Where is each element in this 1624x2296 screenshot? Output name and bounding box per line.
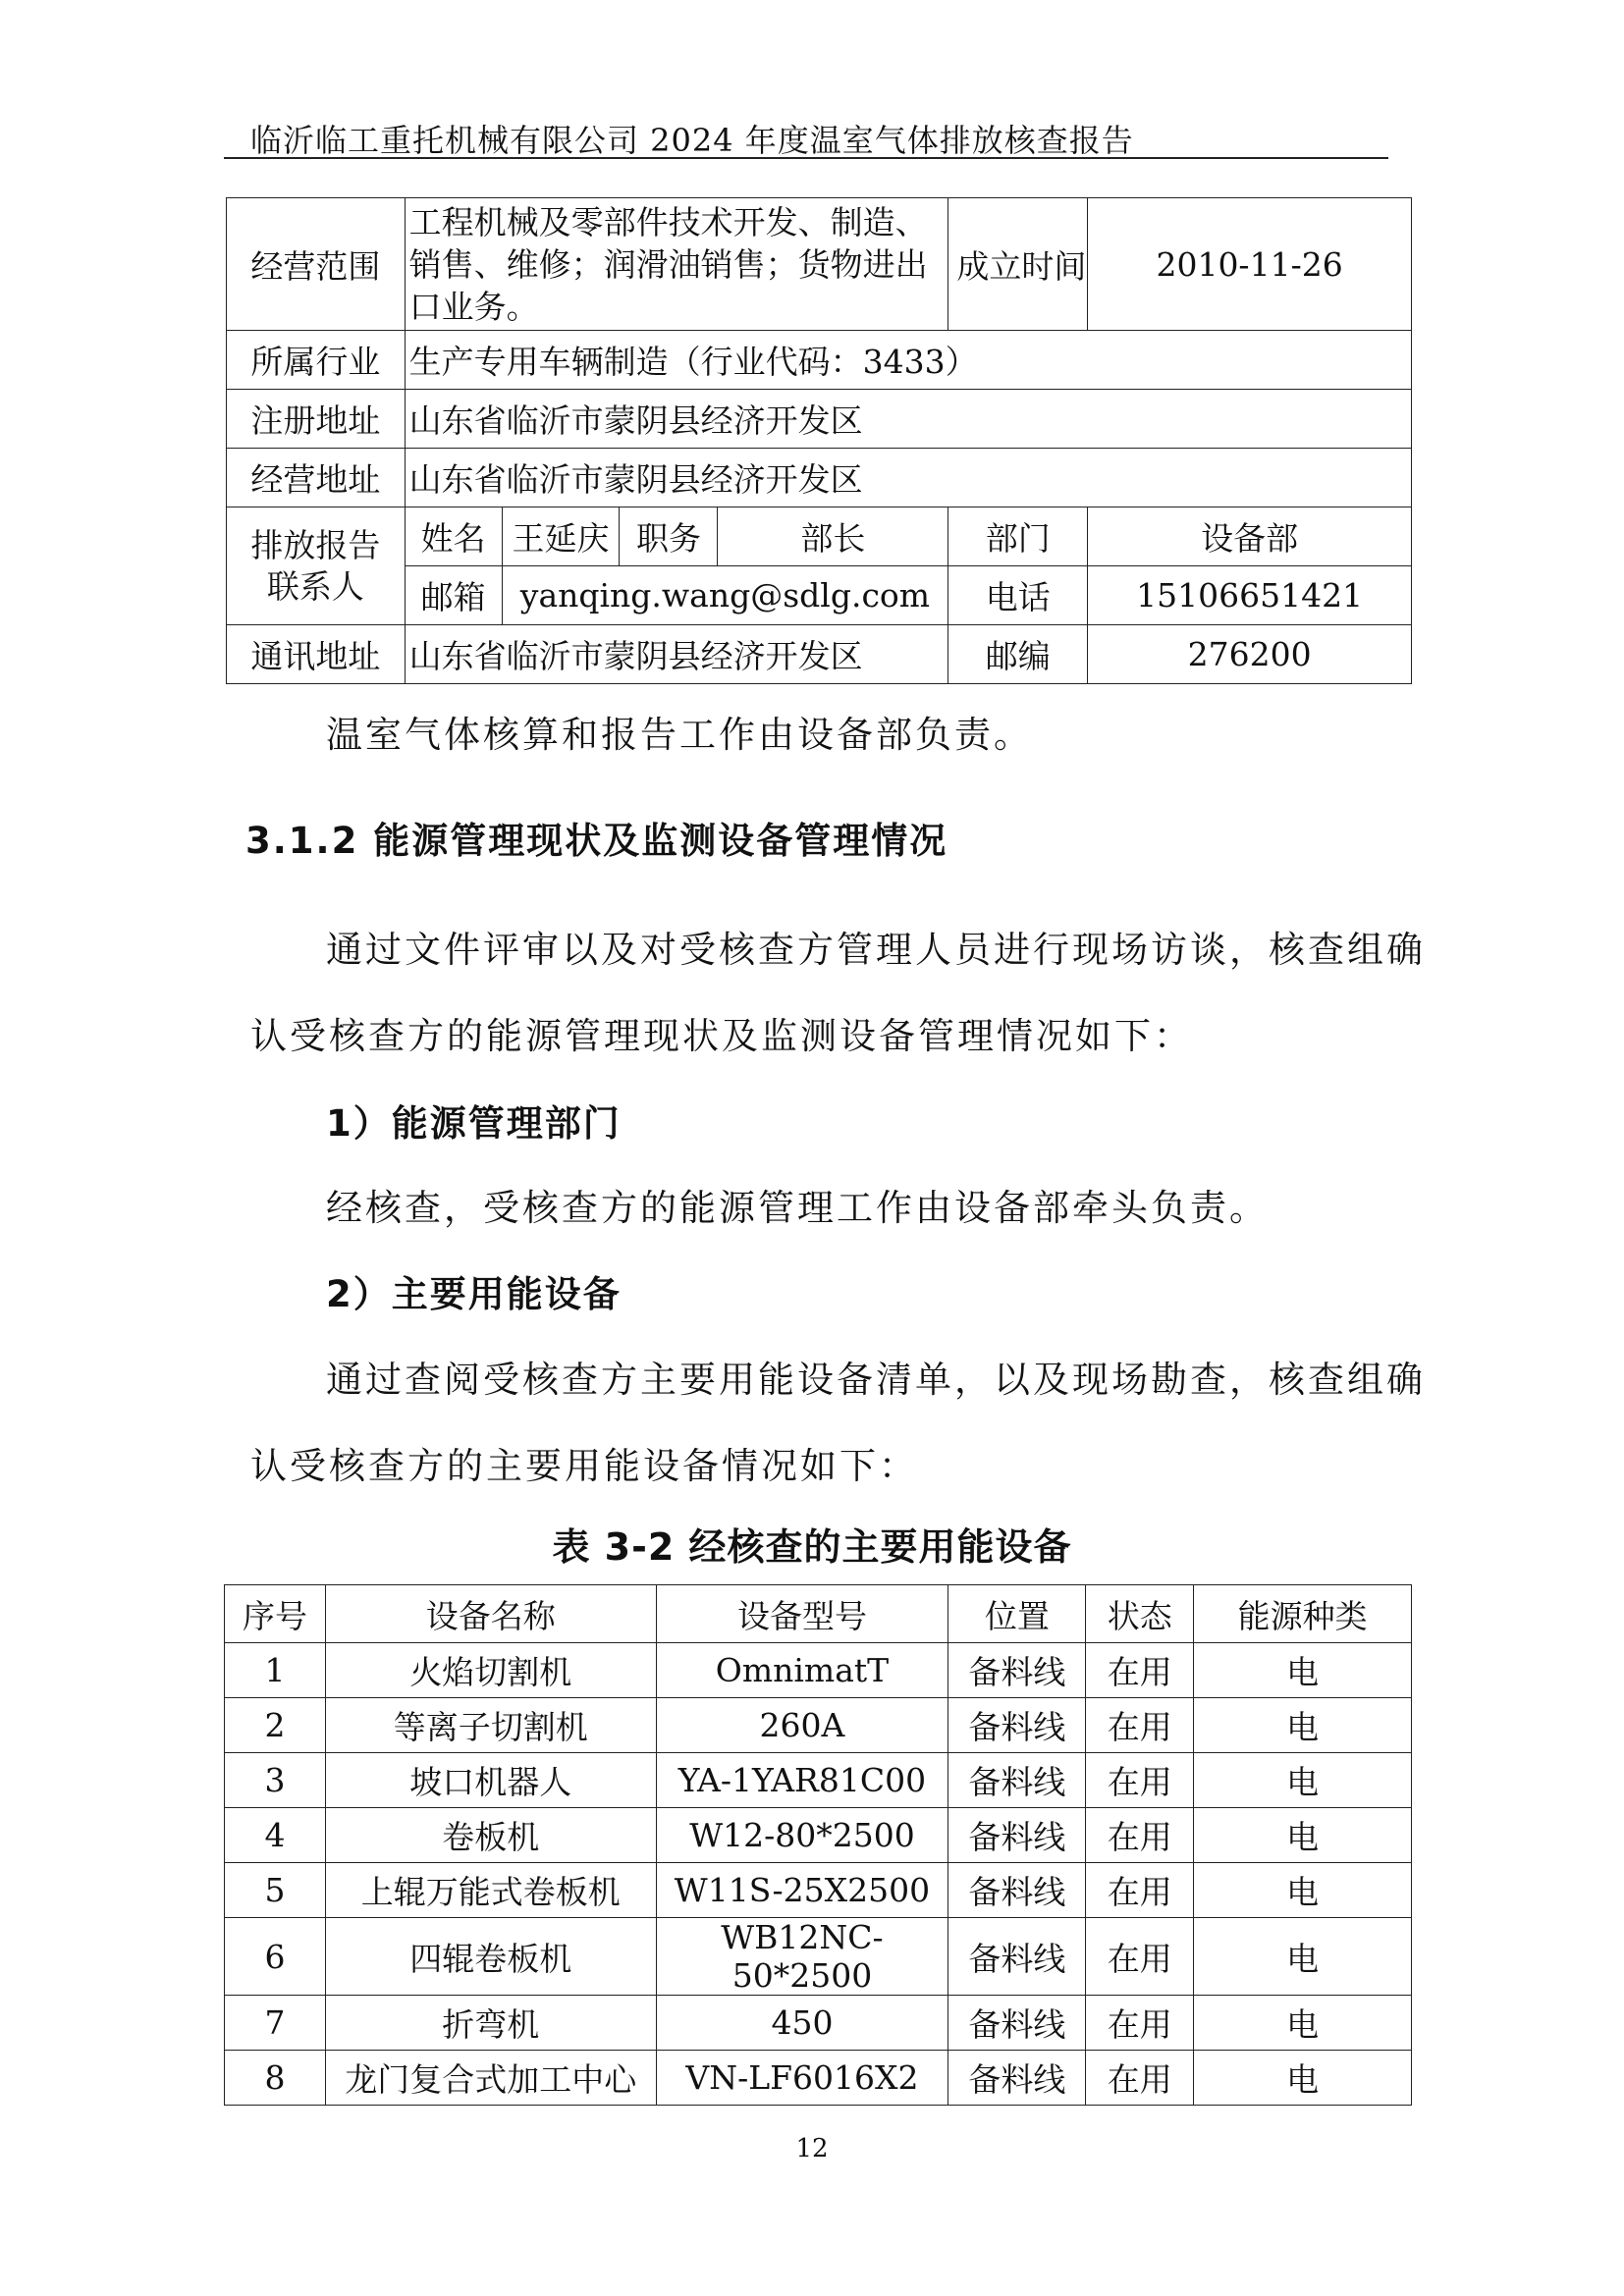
cell-name: 卷板机 [325,1808,656,1863]
cell-status: 在用 [1086,1996,1194,2051]
cell-model: YA-1YAR81C00 [656,1753,948,1808]
department-value: 设备部 [1088,507,1412,566]
paragraph-energy-dept: 经核查，受核查方的能源管理工作由设备部牵头负责。 [326,1187,1269,1229]
page-number: 12 [795,2134,829,2163]
name-value: 王延庆 [502,507,620,566]
paragraph-equipment-line2: 认受核查方的主要用能设备情况如下： [250,1445,918,1487]
cell-name: 等离子切割机 [325,1698,656,1753]
company-info-table [226,197,1412,684]
cell-index: 5 [225,1863,326,1918]
name-label: 姓名 [405,507,502,566]
phone-label: 电话 [948,566,1088,625]
cell-location: 备料线 [948,2051,1086,2106]
cell-index: 4 [225,1808,326,1863]
cell-index: 3 [225,1753,326,1808]
paragraph-responsibility: 温室气体核算和报告工作由设备部负责。 [326,714,1033,756]
scope-value [405,198,948,331]
header-divider [224,157,1388,159]
cell-model: WB12NC-50*2500 [656,1918,948,1996]
cell-index: 6 [225,1918,326,1996]
cell-energy: 电 [1194,1698,1412,1753]
cell-model: W12-80*2500 [656,1808,948,1863]
cell-location: 备料线 [948,1996,1086,2051]
cell-location: 备料线 [948,1753,1086,1808]
contact-label-line: 联系人 [266,566,364,606]
table-header-row [225,1585,1412,1643]
header-cell-name: 设备名称 [325,1585,656,1643]
table-row [225,1996,1412,2051]
postcode-label: 邮编 [948,625,1088,684]
email-value: yanqing.wang@sdlg.com [502,566,948,625]
cell-status: 在用 [1086,1863,1194,1918]
founded-value: 2010-11-26 [1088,198,1412,331]
scope-label: 经营范围 [227,198,406,331]
cell-energy: 电 [1194,1643,1412,1698]
cell-energy: 电 [1194,1808,1412,1863]
cell-model: 450 [656,1996,948,2051]
equipment-table [224,1584,1412,2106]
cell-index: 2 [225,1698,326,1753]
postcode-value: 276200 [1088,625,1412,684]
cell-energy: 电 [1194,1996,1412,2051]
table-row [225,1643,1412,1698]
cell-model: OmnimatT [656,1643,948,1698]
contact-label-line: 排放报告 [250,525,381,564]
table-row [225,2051,1412,2106]
cell-status: 在用 [1086,1698,1194,1753]
table-row [225,1753,1412,1808]
cell-name: 四辊卷板机 [325,1918,656,1996]
subheading-main-equipment: 2）主要用能设备 [326,1273,622,1315]
scope-line: 工程机械及零部件技术开发、制造、 [408,202,928,241]
cell-location: 备料线 [948,1863,1086,1918]
mailing-address-label: 通讯地址 [227,625,406,684]
table-row [225,1698,1412,1753]
cell-model: 260A [656,1698,948,1753]
header-cell-energy: 能源种类 [1194,1585,1412,1643]
cell-status: 在用 [1086,1808,1194,1863]
cell-energy: 电 [1194,1863,1412,1918]
table-row [225,1918,1412,1996]
registered-address-value: 山东省临沂市蒙阴县经济开发区 [405,390,1411,449]
cell-location: 备料线 [948,1643,1086,1698]
paragraph-equipment-line1: 通过查阅受核查方主要用能设备清单，以及现场勘查，核查组确 [326,1359,1426,1401]
registered-address-label: 注册地址 [227,390,406,449]
cell-index: 8 [225,2051,326,2106]
email-label: 邮箱 [405,566,502,625]
cell-index: 7 [225,1996,326,2051]
founded-label: 成立时间 [948,198,1088,331]
subheading-energy-dept: 1）能源管理部门 [326,1102,622,1145]
cell-location: 备料线 [948,1918,1086,1996]
paragraph-intro-line1: 通过文件评审以及对受核查方管理人员进行现场访谈，核查组确 [326,929,1426,971]
position-value: 部长 [718,507,948,566]
cell-status: 在用 [1086,1643,1194,1698]
cell-status: 在用 [1086,2051,1194,2106]
business-address-value: 山东省临沂市蒙阴县经济开发区 [405,449,1411,507]
scope-line: 口业务。 [408,287,539,326]
cell-name: 龙门复合式加工中心 [325,2051,656,2106]
mailing-address-value: 山东省临沂市蒙阴县经济开发区 [405,625,948,684]
business-address-label: 经营地址 [227,449,406,507]
department-label: 部门 [948,507,1088,566]
paragraph-intro-line2: 认受核查方的能源管理现状及监测设备管理情况如下： [250,1015,1193,1057]
section-heading: 3.1.2 能源管理现状及监测设备管理情况 [245,820,948,862]
industry-label: 所属行业 [227,331,406,390]
cell-model: VN-LF6016X2 [656,2051,948,2106]
table-row [225,1863,1412,1918]
cell-energy: 电 [1194,1918,1412,1996]
cell-name: 火焰切割机 [325,1643,656,1698]
header-cell-status: 状态 [1086,1585,1194,1643]
cell-location: 备料线 [948,1698,1086,1753]
table-caption: 表 3-2 经核查的主要用能设备 [552,1525,1072,1569]
header-cell-index: 序号 [225,1585,326,1643]
position-label: 职务 [620,507,718,566]
industry-value: 生产专用车辆制造（行业代码：3433） [405,331,1411,390]
table-row [225,1808,1412,1863]
cell-name: 上辊万能式卷板机 [325,1863,656,1918]
header-cell-model: 设备型号 [656,1585,948,1643]
phone-value: 15106651421 [1088,566,1412,625]
cell-name: 坡口机器人 [325,1753,656,1808]
header-cell-location: 位置 [948,1585,1086,1643]
scope-line: 销售、维修；润滑油销售；货物进出 [408,244,928,284]
page-header-title: 临沂临工重托机械有限公司 2024 年度温室气体排放核查报告 [250,122,1134,159]
cell-status: 在用 [1086,1918,1194,1996]
cell-energy: 电 [1194,2051,1412,2106]
contact-label [227,507,406,625]
cell-name: 折弯机 [325,1996,656,2051]
cell-index: 1 [225,1643,326,1698]
cell-location: 备料线 [948,1808,1086,1863]
cell-model: W11S-25X2500 [656,1863,948,1918]
cell-energy: 电 [1194,1753,1412,1808]
cell-status: 在用 [1086,1753,1194,1808]
